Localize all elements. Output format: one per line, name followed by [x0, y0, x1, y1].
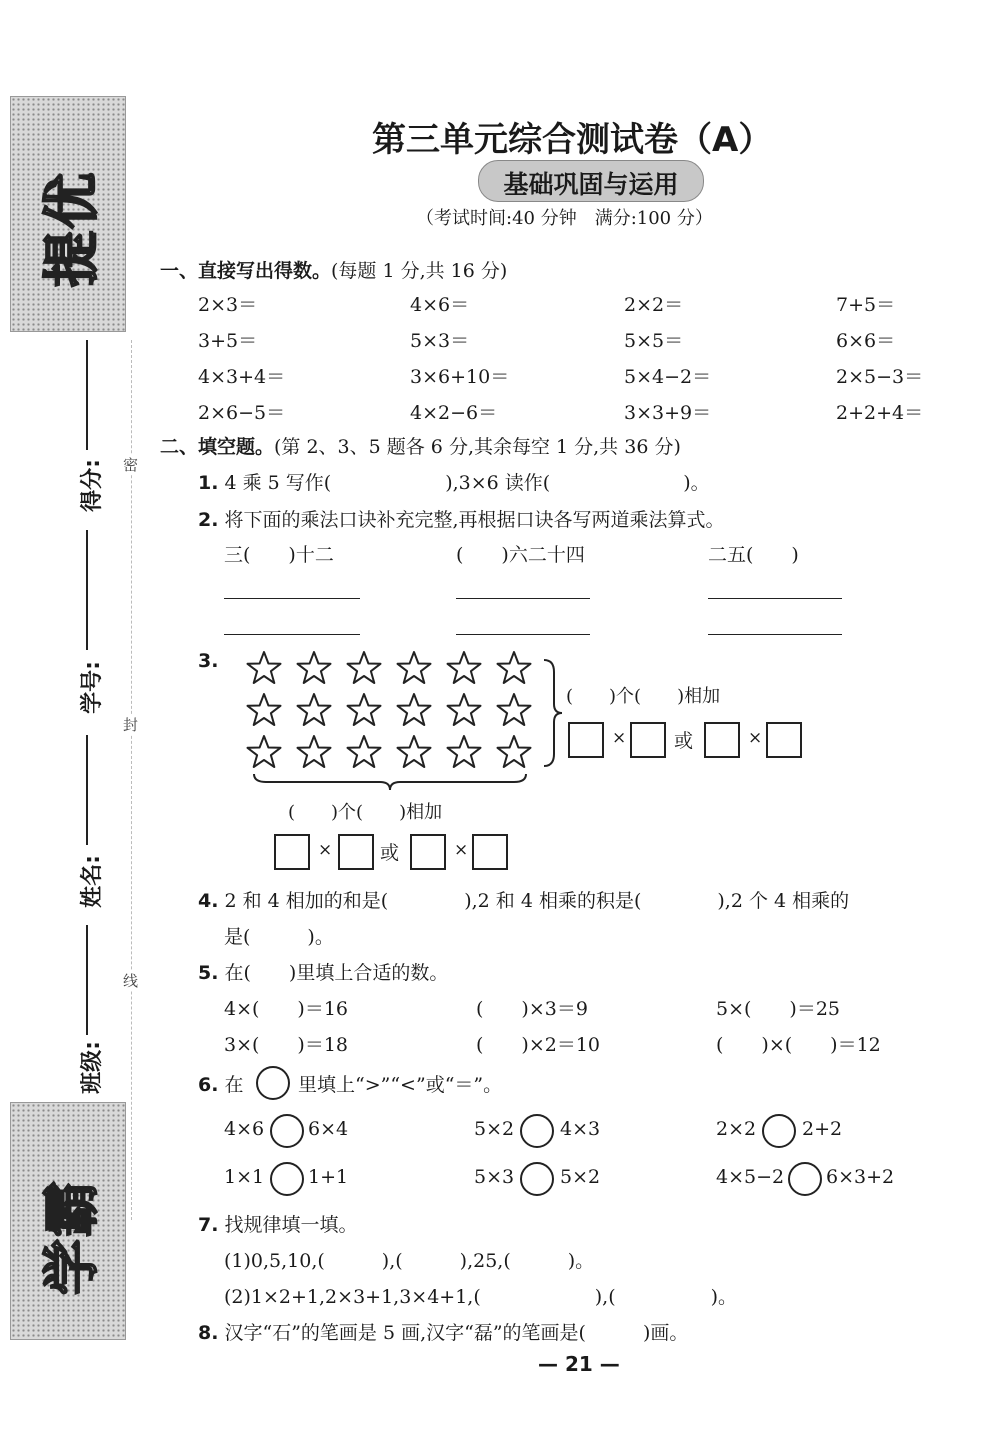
star-icon	[246, 692, 282, 728]
student-id-line	[86, 530, 88, 650]
question-number: 5.	[198, 962, 219, 984]
calc-item: 3×6+10＝	[410, 366, 510, 388]
section2-heading	[160, 432, 681, 459]
question-number: 6.	[198, 1074, 219, 1096]
bottom-brace-icon	[252, 770, 528, 794]
calc-item: 5×3＝	[410, 330, 470, 352]
rhyme-item: 二五( )	[708, 544, 799, 566]
page-number: — 21 —	[538, 1352, 620, 1376]
compare-left: 4×5−2	[716, 1166, 785, 1188]
rhyme-item: 三( )十二	[224, 544, 334, 566]
score-label: 得分:	[79, 459, 105, 512]
answer-line[interactable]	[224, 634, 360, 635]
column-add-label: ( )个( )相加	[288, 802, 443, 823]
star-icon	[296, 692, 332, 728]
question-number: 4.	[198, 890, 219, 912]
fill-item: ( )×( )＝12	[716, 1034, 881, 1056]
answer-line[interactable]	[224, 598, 360, 599]
compare-left: 4×6	[224, 1118, 265, 1140]
star-icon	[446, 650, 482, 686]
question-number: 1.	[198, 472, 219, 494]
star-icon	[296, 650, 332, 686]
section2-title: 二、填空题。	[160, 436, 275, 458]
answer-line[interactable]	[456, 634, 590, 635]
star-icon	[496, 734, 532, 770]
star-icon	[446, 692, 482, 728]
answer-line[interactable]	[456, 598, 590, 599]
times-sign: ×	[748, 728, 763, 748]
answer-box[interactable]	[274, 834, 310, 870]
answer-box[interactable]	[766, 722, 802, 758]
calc-item: 4×6＝	[410, 294, 470, 316]
question-1	[198, 468, 710, 495]
seal-mark-xian: 线	[123, 972, 139, 990]
row-add-label: ( )个( )相加	[566, 686, 721, 707]
compare-right: 4×3	[560, 1118, 601, 1140]
calc-item: 2×5−3＝	[836, 366, 924, 388]
calc-item: 7+5＝	[836, 294, 896, 316]
compare-right: 5×2	[560, 1166, 601, 1188]
compare-right: 6×4	[308, 1118, 349, 1140]
calc-item: 3+5＝	[198, 330, 258, 352]
question-number: 3.	[198, 650, 219, 672]
bottom-banner	[10, 1102, 126, 1340]
star-icon	[296, 734, 332, 770]
calc-item: 5×5＝	[624, 330, 684, 352]
compare-circle[interactable]	[520, 1162, 554, 1196]
answer-box[interactable]	[410, 834, 446, 870]
compare-left: 5×2	[474, 1118, 515, 1140]
subtitle-badge	[478, 160, 704, 202]
class-label: 班级:	[79, 1041, 105, 1094]
section1-title: 一、直接写出得数。	[160, 260, 332, 282]
compare-left: 1×1	[224, 1166, 265, 1188]
question-number: 8.	[198, 1322, 219, 1344]
times-sign: ×	[318, 840, 333, 860]
question-7	[198, 1210, 358, 1237]
compare-right: 1+1	[308, 1166, 349, 1188]
seal-mark-mi: 密	[123, 456, 139, 474]
pattern-line-1: (1)0,5,10,( ),( ),25,( )。	[224, 1250, 595, 1272]
calc-item: 2×2＝	[624, 294, 684, 316]
question-text: 2 和 4 相加的和是( ),2 和 4 相乘的积是( ),2 个 4 相乘的	[224, 890, 850, 912]
compare-circle[interactable]	[788, 1162, 822, 1196]
question-8	[198, 1318, 688, 1345]
fill-item: ( )×2＝10	[476, 1034, 601, 1056]
calc-item: 3×3+9＝	[624, 402, 712, 424]
class-line	[86, 925, 88, 1035]
seal-mark-feng: 封	[123, 716, 139, 734]
calc-item: 4×2−6＝	[410, 402, 498, 424]
name-line	[86, 735, 88, 845]
exam-info: （考试时间:40 分钟 满分:100 分）	[416, 208, 713, 229]
compare-circle[interactable]	[270, 1162, 304, 1196]
calc-item: 2×6−5＝	[198, 402, 286, 424]
compare-circle[interactable]	[270, 1114, 304, 1148]
circle-symbol-icon	[256, 1066, 290, 1100]
compare-circle[interactable]	[520, 1114, 554, 1148]
fill-item: 3×( )＝18	[224, 1034, 349, 1056]
banner-text: 学霸	[40, 1179, 105, 1295]
question-2	[198, 505, 725, 532]
answer-box[interactable]	[568, 722, 604, 758]
answer-line[interactable]	[708, 634, 842, 635]
right-brace-icon	[540, 658, 564, 768]
times-sign: ×	[612, 728, 627, 748]
question-text: 4 乘 5 写作( ),3×6 读作( )。	[224, 472, 710, 494]
star-icon	[396, 734, 432, 770]
question-text: 在( )里填上合适的数。	[224, 962, 449, 984]
question-number: 2.	[198, 509, 219, 531]
calc-item: 2+2+4＝	[836, 402, 924, 424]
name-label: 姓名:	[79, 855, 105, 908]
compare-left: 5×3	[474, 1166, 515, 1188]
answer-line[interactable]	[708, 598, 842, 599]
question-text: 找规律填一填。	[224, 1214, 358, 1236]
question-number: 7.	[198, 1214, 219, 1236]
score-line	[86, 340, 88, 450]
star-icon	[496, 692, 532, 728]
compare-right: 2+2	[802, 1118, 843, 1140]
pattern-line-2: (2)1×2+1,2×3+1,3×4+1,( ),( )。	[224, 1286, 738, 1308]
star-icon	[346, 650, 382, 686]
question-text: 汉字“石”的笔画是 5 画,汉字“磊”的笔画是( )画。	[224, 1322, 689, 1344]
banner-text: 提优	[40, 171, 105, 287]
section1-note: (每题 1 分,共 16 分)	[331, 260, 508, 282]
star-icon	[496, 650, 532, 686]
fill-item: ( )×3＝9	[476, 998, 588, 1020]
compare-right: 6×3+2	[826, 1166, 895, 1188]
fill-item: 5×( )＝25	[716, 998, 841, 1020]
top-banner	[10, 96, 126, 332]
question-4-cont: 是( )。	[224, 926, 334, 948]
rhyme-item: ( )六二十四	[456, 544, 585, 566]
calc-item: 2×3＝	[198, 294, 258, 316]
compare-left: 2×2	[716, 1118, 757, 1140]
star-icon	[346, 692, 382, 728]
subtitle-text: 基础巩固与运用	[503, 170, 679, 199]
calc-item: 5×4−2＝	[624, 366, 712, 388]
star-icon	[246, 650, 282, 686]
compare-circle[interactable]	[762, 1114, 796, 1148]
question-4	[198, 886, 849, 913]
section1-heading	[160, 256, 507, 283]
star-icon	[446, 734, 482, 770]
question-5	[198, 958, 448, 985]
star-icon	[396, 692, 432, 728]
star-icon	[246, 734, 282, 770]
calc-item: 6×6＝	[836, 330, 896, 352]
answer-box[interactable]	[472, 834, 508, 870]
question-text: 在	[224, 1074, 244, 1096]
calc-item: 4×3+4＝	[198, 366, 286, 388]
student-id-label: 学号:	[79, 661, 105, 714]
page-title: 第三单元综合测试卷（A）	[372, 120, 773, 160]
or-label: 或	[380, 842, 400, 864]
section2-note: (第 2、3、5 题各 6 分,其余每空 1 分,共 36 分)	[274, 436, 681, 458]
answer-box[interactable]	[704, 722, 740, 758]
or-label: 或	[674, 730, 694, 752]
question-text: 里填上“>”“<”或“＝”。	[298, 1074, 503, 1096]
star-icon	[396, 650, 432, 686]
star-icon	[346, 734, 382, 770]
question-6	[198, 1070, 244, 1097]
question-text: 将下面的乘法口诀补充完整,再根据口诀各写两道乘法算式。	[224, 509, 725, 531]
times-sign: ×	[454, 840, 469, 860]
answer-box[interactable]	[630, 722, 666, 758]
answer-box[interactable]	[338, 834, 374, 870]
fill-item: 4×( )＝16	[224, 998, 349, 1020]
